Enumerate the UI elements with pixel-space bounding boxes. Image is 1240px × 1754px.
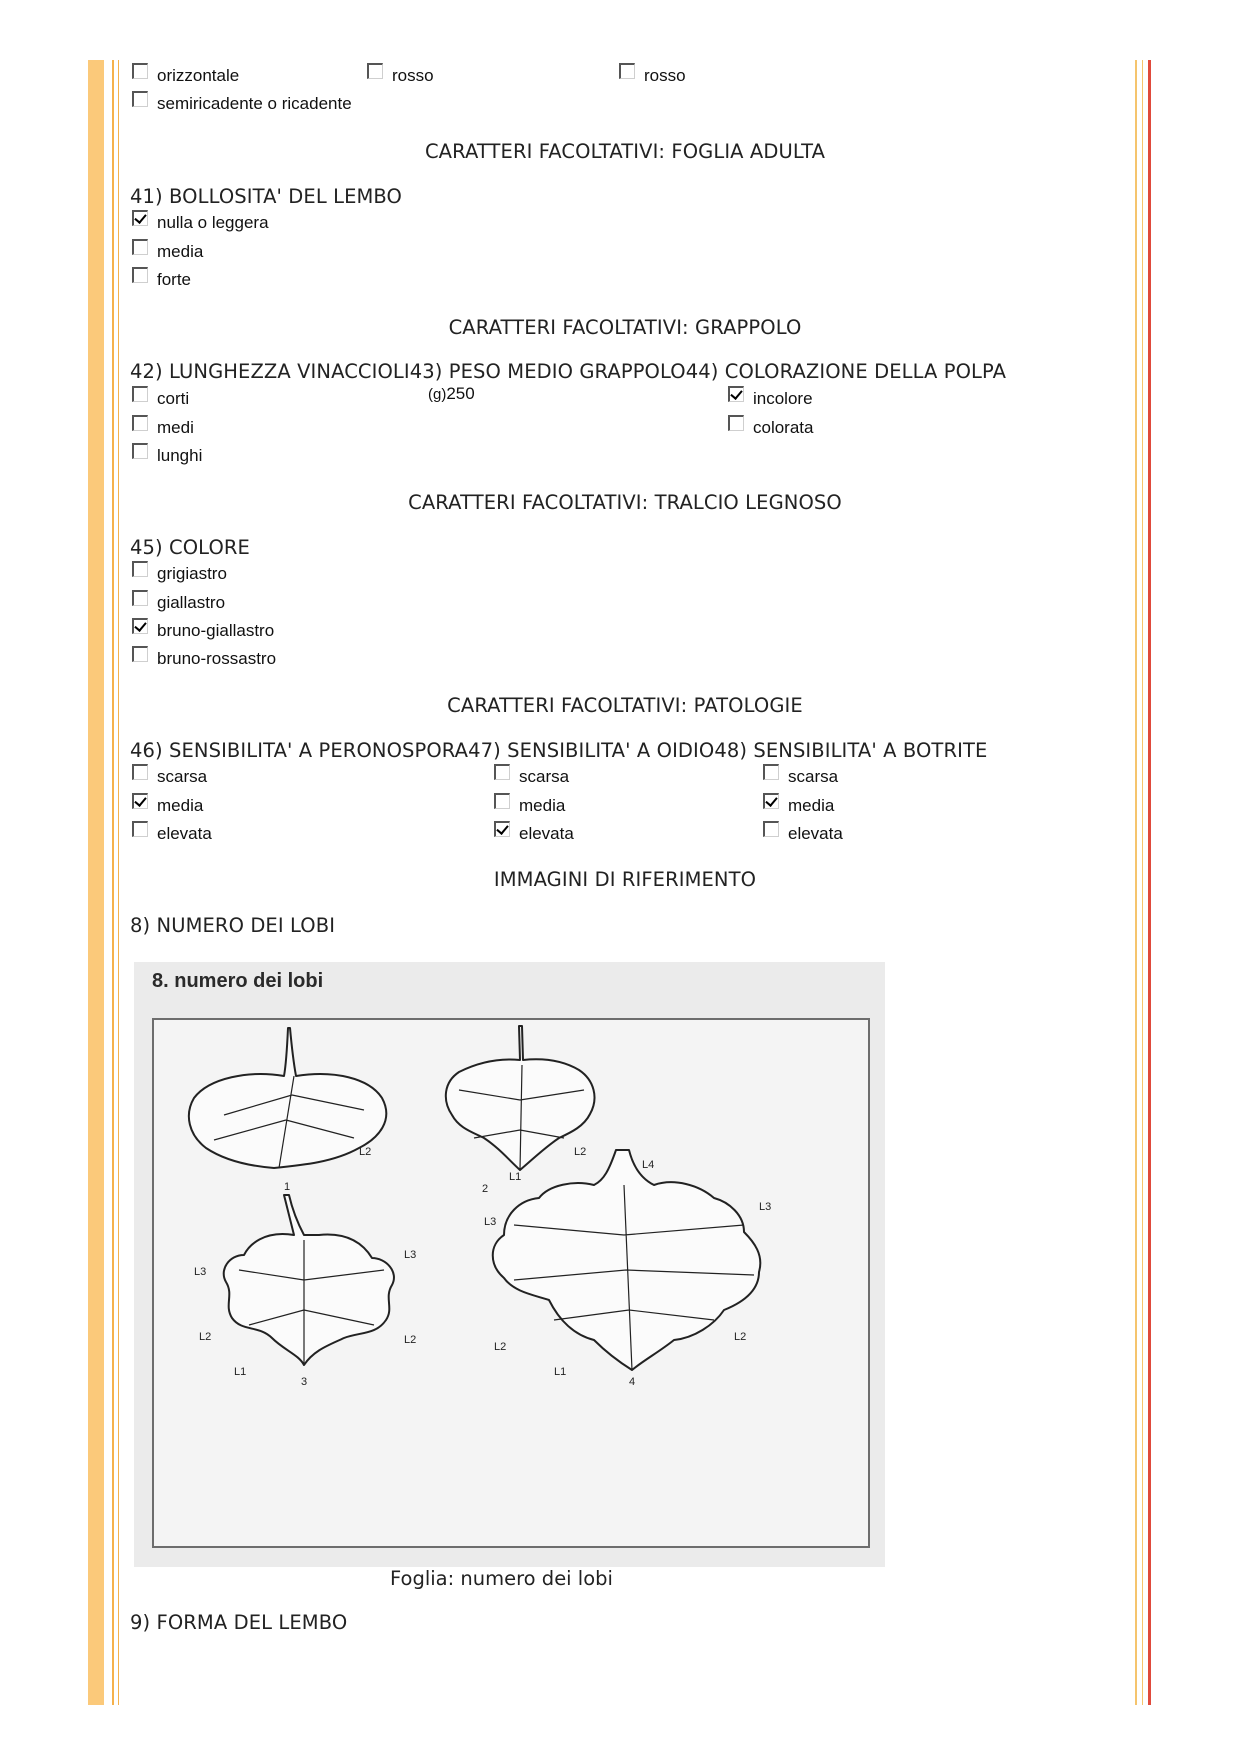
lobe-label: L3: [404, 1249, 417, 1261]
checkbox[interactable]: [132, 443, 148, 459]
option-media[interactable]: [763, 794, 834, 818]
lobe-label: L3: [194, 1266, 207, 1278]
option-bruno-giallastro[interactable]: [132, 619, 274, 643]
weight-value: 250: [446, 384, 475, 403]
option-label: colorata: [753, 418, 814, 437]
option-label: elevata: [788, 824, 843, 843]
checkbox[interactable]: [763, 821, 779, 837]
section-heading-grappolo: CARATTERI FACOLTATIVI: GRAPPOLO: [448, 316, 802, 339]
option-label: media: [157, 796, 204, 815]
checkbox-checked[interactable]: [763, 793, 779, 809]
lobe-label: L2: [494, 1341, 507, 1353]
left-border-line: [118, 60, 119, 1705]
checkbox[interactable]: [132, 386, 148, 402]
option-colorata[interactable]: [728, 416, 813, 440]
lobe-label: L2: [359, 1146, 372, 1158]
figure-frame: [152, 1018, 870, 1548]
right-border-line: [1135, 60, 1137, 1705]
reference-figure-lobi: [134, 962, 885, 1567]
lobe-label: L3: [484, 1216, 497, 1228]
option-orizzontale[interactable]: [132, 64, 239, 88]
option-label: elevata: [157, 824, 212, 843]
option-label: media: [788, 796, 835, 815]
section-heading-patologie: CARATTERI FACOLTATIVI: PATOLOGIE: [447, 694, 803, 717]
question-title-9: 9) FORMA DEL LEMBO: [130, 1611, 348, 1634]
option-semiricadente[interactable]: [132, 92, 352, 116]
checkbox[interactable]: [132, 590, 148, 606]
checkbox[interactable]: [132, 239, 148, 255]
lobe-label: L3: [759, 1201, 772, 1213]
option-label: rosso: [392, 66, 434, 85]
checkbox-checked[interactable]: [494, 821, 510, 837]
checkbox[interactable]: [132, 267, 148, 283]
option-label: lunghi: [157, 446, 203, 465]
question-title-42-44: 42) LUNGHEZZA VINACCIOLI43) PESO MEDIO GRAPPOLO44) COLORAZIONE DELLA POLPA: [130, 360, 1007, 383]
lobe-label: L2: [734, 1331, 747, 1343]
option-label: elevata: [519, 824, 574, 843]
checkbox[interactable]: [367, 63, 383, 79]
checkbox[interactable]: [132, 91, 148, 107]
checkbox-checked[interactable]: [728, 386, 744, 402]
lobe-label: L1: [234, 1366, 247, 1378]
option-label: rosso: [644, 66, 686, 85]
lobe-label: L1: [554, 1366, 567, 1378]
section-heading-foglia-adulta: CARATTERI FACOLTATIVI: FOGLIA ADULTA: [424, 140, 826, 163]
option-label: grigiastro: [157, 564, 227, 583]
question-title-41: 41) BOLLOSITA' DEL LEMBO: [130, 185, 403, 208]
option-grigiastro[interactable]: [132, 562, 227, 586]
option-elevata[interactable]: [132, 822, 212, 846]
option-label: orizzontale: [157, 66, 240, 85]
option-media[interactable]: [494, 794, 565, 818]
checkbox[interactable]: [619, 63, 635, 79]
section-heading-immagini: IMMAGINI DI RIFERIMENTO: [493, 868, 757, 891]
right-border-red-line: [1148, 60, 1151, 1705]
lobe-label: L2: [199, 1331, 212, 1343]
section-heading-tralcio: CARATTERI FACOLTATIVI: TRALCIO LEGNOSO: [408, 491, 842, 514]
checkbox[interactable]: [132, 821, 148, 837]
option-medi[interactable]: [132, 416, 194, 440]
option-rosso[interactable]: [367, 64, 434, 88]
option-scarsa[interactable]: [132, 765, 207, 789]
option-media[interactable]: [132, 240, 203, 264]
left-border-line: [112, 60, 114, 1705]
figure-caption: Foglia: numero dei lobi: [390, 1567, 613, 1590]
checkbox[interactable]: [132, 646, 148, 662]
option-label: nulla o leggera: [157, 213, 269, 232]
option-nulla-o-leggera[interactable]: [132, 211, 269, 235]
option-label: incolore: [753, 389, 813, 408]
checkbox[interactable]: [132, 63, 148, 79]
option-label: media: [519, 796, 566, 815]
right-border-line: [1142, 60, 1143, 1705]
leaf-drawings: [154, 1020, 868, 1546]
weight-unit: (g): [428, 386, 447, 403]
leaf-3-drawing: [224, 1195, 394, 1365]
checkbox[interactable]: [763, 764, 779, 780]
checkbox[interactable]: [728, 415, 744, 431]
lobe-label: L2: [404, 1334, 417, 1346]
left-border-band: [88, 60, 104, 1705]
leaf-4-drawing: [493, 1150, 761, 1370]
checkbox-checked[interactable]: [132, 793, 148, 809]
leaf-number-4: 4: [629, 1376, 636, 1388]
checkbox[interactable]: [132, 561, 148, 577]
checkbox[interactable]: [132, 415, 148, 431]
checkbox[interactable]: [494, 764, 510, 780]
option-label: medi: [157, 418, 194, 437]
checkbox[interactable]: [132, 764, 148, 780]
option-label: scarsa: [788, 767, 839, 786]
option-bruno-rossastro[interactable]: [132, 647, 276, 671]
leaf-2-drawing: [446, 1026, 595, 1170]
option-label: forte: [157, 270, 192, 289]
option-label: corti: [157, 389, 190, 408]
question-title-8: 8) NUMERO DEI LOBI: [130, 914, 336, 937]
option-corti[interactable]: [132, 387, 189, 411]
option-elevata[interactable]: [763, 822, 843, 846]
option-scarsa[interactable]: [494, 765, 569, 789]
option-giallastro[interactable]: [132, 591, 225, 615]
option-incolore[interactable]: [728, 387, 813, 411]
leaf-number-2: 2: [482, 1183, 489, 1195]
leaf-number-3: 3: [301, 1376, 308, 1388]
option-label: semiricadente o ricadente: [157, 94, 352, 113]
option-rosso[interactable]: [619, 64, 686, 88]
question-title-45: 45) COLORE: [130, 536, 250, 559]
option-lunghi[interactable]: [132, 444, 202, 468]
checkbox[interactable]: [494, 793, 510, 809]
lobe-label: L1: [509, 1171, 522, 1183]
lobe-label: L2: [574, 1146, 587, 1158]
figure-heading: 8. numero dei lobi: [152, 970, 324, 992]
lobe-label: L4: [642, 1159, 655, 1171]
checkbox-checked[interactable]: [132, 210, 148, 226]
option-label: bruno-rossastro: [157, 649, 277, 668]
question-title-46-48: 46) SENSIBILITA' A PERONOSPORA47) SENSIBILITA' A OIDIO48) SENSIBILITA' A BOTRITE: [130, 739, 988, 762]
option-forte[interactable]: [132, 268, 191, 292]
option-scarsa[interactable]: [763, 765, 838, 789]
option-media[interactable]: [132, 794, 203, 818]
checkbox-checked[interactable]: [132, 618, 148, 634]
option-label: media: [157, 242, 204, 261]
leaf-number-1: 1: [284, 1181, 291, 1193]
option-label: scarsa: [157, 767, 208, 786]
option-label: bruno-giallastro: [157, 621, 275, 640]
weight-value-field[interactable]: [428, 384, 475, 404]
option-label: scarsa: [519, 767, 570, 786]
option-elevata[interactable]: [494, 822, 574, 846]
option-label: giallastro: [157, 593, 226, 612]
leaf-1-drawing: [189, 1028, 386, 1168]
